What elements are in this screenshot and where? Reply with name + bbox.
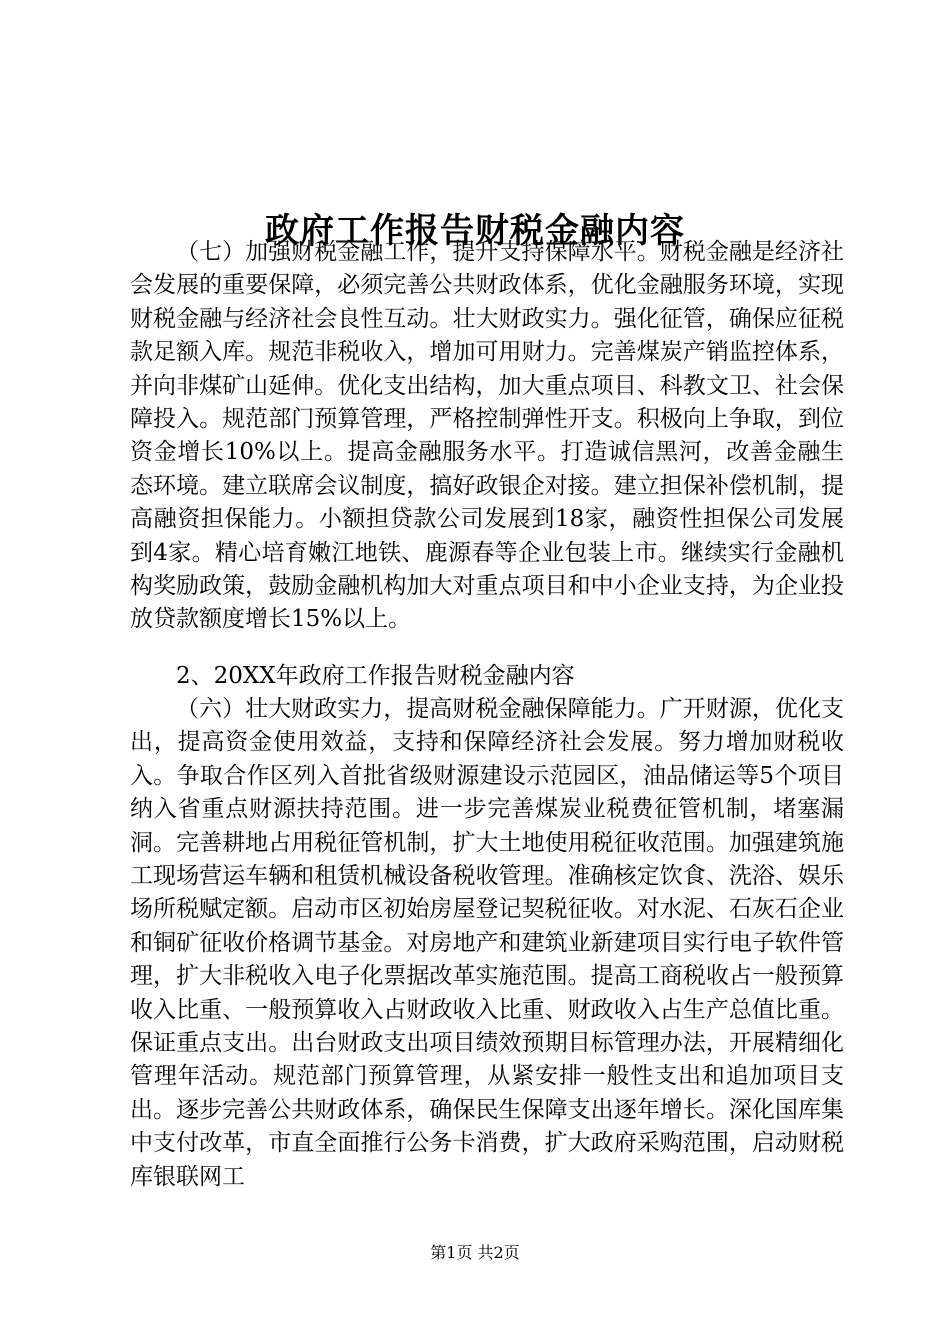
section-heading-2: 2、20XX年政府工作报告财税金融内容 — [176, 663, 575, 689]
paragraph-finance-section-7: （七）加强财税金融工作，提升支持保障水平。财税金融是经济社会发展的重要保障，必须完善公共财政体系，优化金融服务环境，实现财税金融与经济社会良性互动。壮大财政实力。强化征管，确保应征税款足额入库。规范非税收入，增加可用财力。完善煤炭产销监控体系，并向非煤矿山延伸。优化支出结构，加大重点项目、科教文卫、社会保障投入。规范部门预算管理，严格控制弹性开支。积极向上争取，到位资金增长10%以上。提高金融服务水平。打造诚信黑河，改善金融生态环境。建立联席会议制度，搞好政银企对接。建立担保补偿机制，提高融资担保能力。小额担贷款公司发展到18家，融资性担保公司发展到4家。精心培育嫩江地铁、鹿源春等企业包装上市。继续实行金融机构奖励政策，鼓励金融机构加大对重点项目和中小企业支持，为企业投放贷款额度增长15%以上。 — [130, 239, 844, 633]
page-footer: 第1页 共2页 — [430, 1243, 520, 1262]
page-title: 政府工作报告财税金融内容 — [265, 210, 685, 251]
paragraph-finance-section-6: （六）壮大财政实力，提高财税金融保障能力。广开财源，优化支出，提高资金使用效益，支持和保障经济社会发展。努力增加财税收入。争取合作区列入首批省级财源建设示范园区，油品储运等5个项目纳入省重点财源扶持范围。进一步完善煤炭业税费征管机制，堵塞漏洞。完善耕地占用税征管机制，扩大土地使用税征收范围。加强建筑施工现场营运车辆和租赁机械设备税收管理。准确核定饮食、洗浴、娱乐场所税赋定额。启动市区初始房屋登记契税征收。对水泥、石灰石企业和铜矿征收价格调节基金。对房地产和建筑业新建项目实行电子软件管理，扩大非税收入电子化票据改革实施范围。提高工商税收占一般预算收入比重、一般预算收入占财政收入比重、财政收入占生产总值比重。保证重点支出。出台财政支出项目绩效预期目标管理办法，开展精细化管理年活动。规范部门预算管理，从紧安排一般性支出和追加项目支出。逐步完善公共财政体系，确保民生保障支出逐年增长。深化国库集中支付改革，市直全面推行公务卡消费，扩大政府采购范围，启动财税库银联网工 — [130, 696, 844, 1190]
